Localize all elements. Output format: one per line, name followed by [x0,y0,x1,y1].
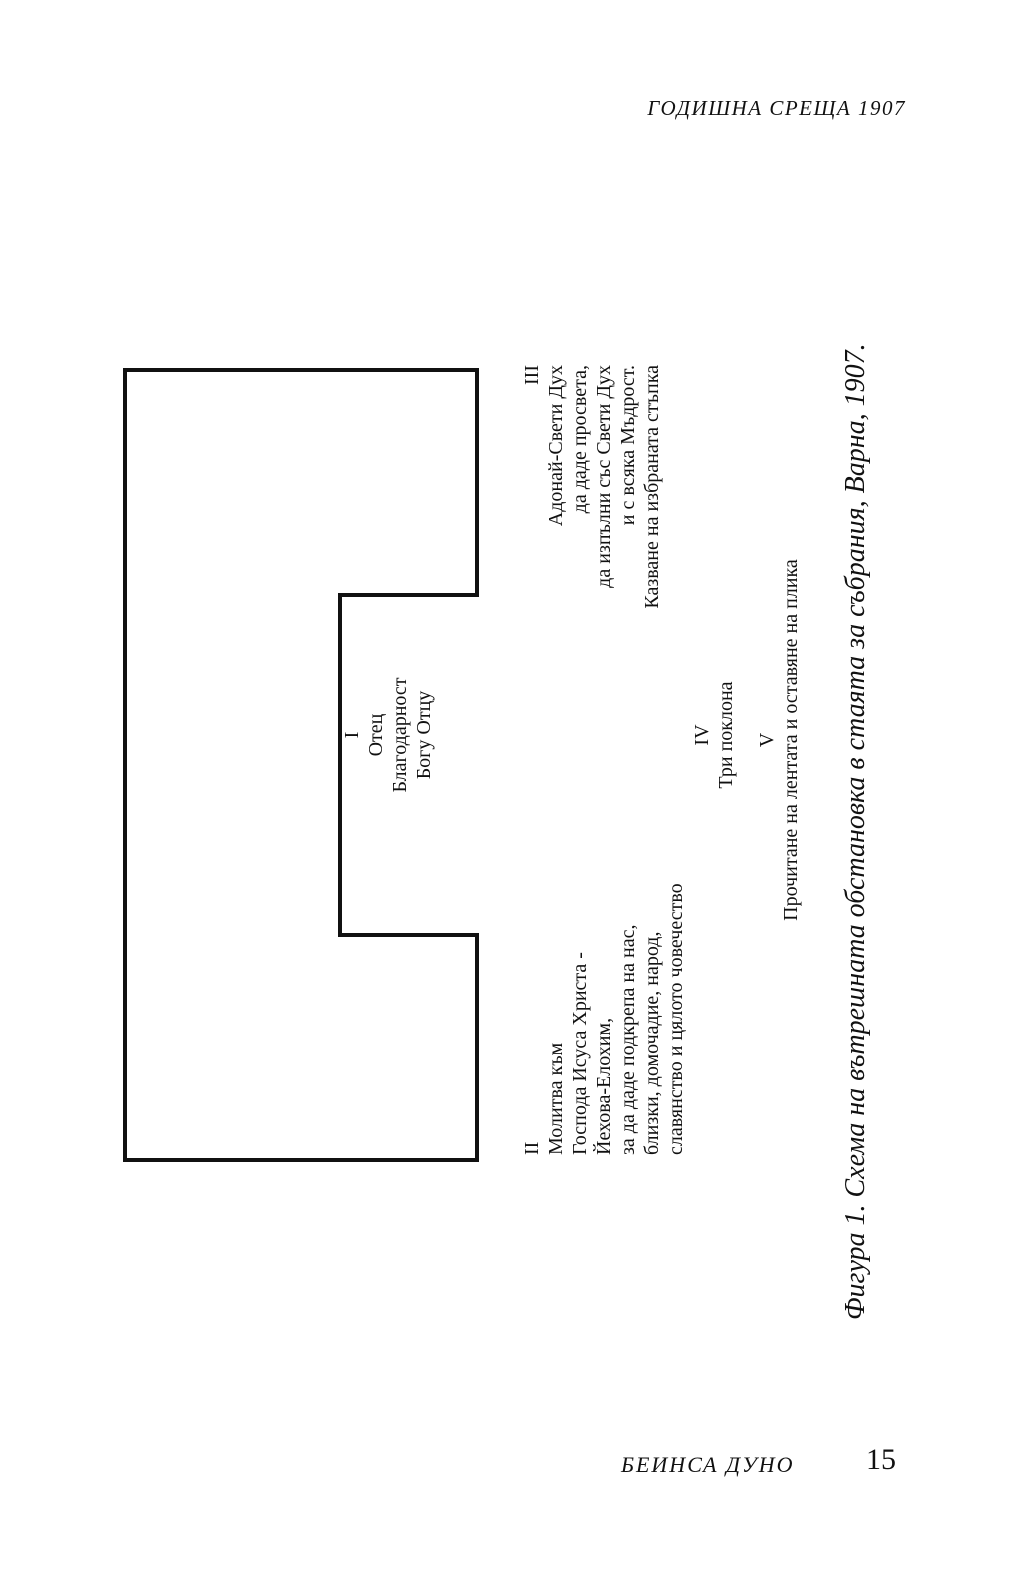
station-3-text: III Адонай-Свети Дух да даде просвета, да изпълни със Свети Дух и с всяка Мъдрост. Казване на избраната стъпка [521,365,663,609]
footer-author: БЕИНСА ДУНО [621,1452,795,1477]
station-4-text: IV Три поклона [691,681,737,789]
rotated-figure [0,175,871,1375]
station-5-text: V Прочитане на лентата и оставяне на плика [756,559,802,921]
running-header: ГОДИШНА СРЕЩА 1907 [647,96,906,120]
station-1-text: I Отец Благодарност Богу Отцу [341,677,435,793]
figure-caption: Фигура 1. Схема на вътрешната обстановка в стаята за събрания, Варна, 1907. [840,343,871,1320]
page-number: 15 [866,1443,896,1476]
station-2-text: II Молитва към Господа Исуса Христа - Йехова-Елохим, за да даде подкрепа на нас, близки, домочадие, народ, славянство и цялото човечество [521,883,687,1155]
